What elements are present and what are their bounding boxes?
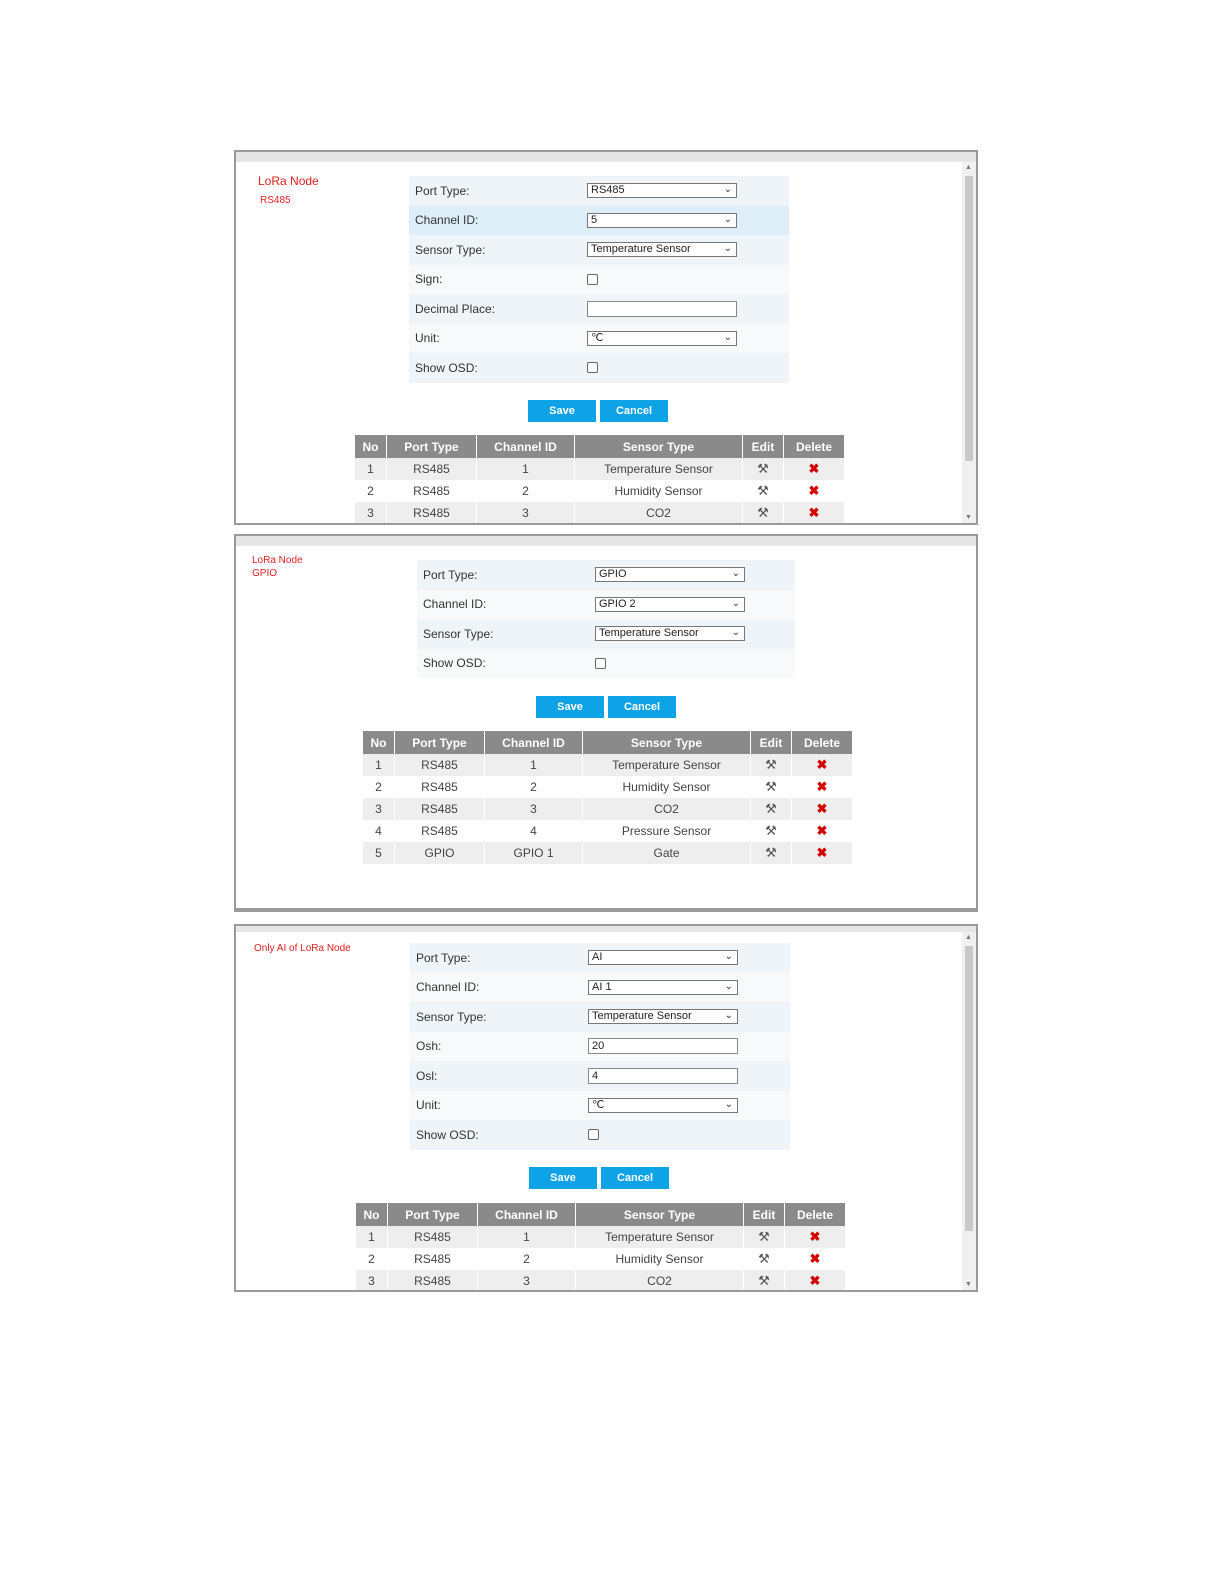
edit-icon[interactable]: ⚒ bbox=[744, 1226, 785, 1248]
osh-label: Osh: bbox=[416, 1039, 442, 1054]
delete-icon[interactable]: ✖ bbox=[792, 754, 853, 776]
cell-channel-id: 1 bbox=[477, 458, 575, 480]
port-type-label: Port Type: bbox=[416, 950, 471, 965]
sign-checkbox[interactable] bbox=[587, 274, 598, 285]
col-edit: Edit bbox=[744, 1203, 785, 1226]
scroll-down-icon[interactable]: ▼ bbox=[965, 1281, 972, 1288]
delete-icon[interactable]: ✖ bbox=[785, 1270, 846, 1292]
sensor-type-select[interactable]: Temperature Sensor ⌄ bbox=[587, 242, 737, 257]
scrollbar-thumb[interactable] bbox=[965, 946, 973, 1231]
cell-no: 3 bbox=[355, 502, 387, 524]
cell-no: 2 bbox=[363, 776, 395, 798]
form-buttons bbox=[536, 696, 676, 718]
channel-id-select[interactable]: GPIO 2 ⌄ bbox=[595, 597, 745, 612]
edit-icon[interactable]: ⚒ bbox=[743, 480, 784, 502]
cell-sensor-type: Humidity Sensor bbox=[583, 776, 751, 798]
vertical-scrollbar[interactable] bbox=[962, 932, 976, 1290]
chevron-down-icon: ⌄ bbox=[731, 568, 740, 580]
channel-id-label: Channel ID: bbox=[416, 980, 480, 995]
cell-channel-id: GPIO 1 bbox=[485, 842, 583, 864]
form-row-channel-id bbox=[410, 973, 790, 1003]
cell-port-type: RS485 bbox=[395, 754, 485, 776]
cell-channel-id: 3 bbox=[485, 798, 583, 820]
col-edit: Edit bbox=[743, 435, 784, 458]
col-sensor-type: Sensor Type bbox=[576, 1203, 744, 1226]
table-row bbox=[356, 1226, 846, 1248]
scroll-down-icon[interactable]: ▼ bbox=[965, 514, 972, 521]
form-row-sensor-type bbox=[417, 619, 795, 649]
cell-sensor-type: Temperature Sensor bbox=[576, 1226, 744, 1248]
col-channel-id: Channel ID bbox=[477, 435, 575, 458]
sensor-form bbox=[409, 176, 789, 383]
chevron-down-icon: ⌄ bbox=[731, 597, 740, 609]
cell-sensor-type: Pressure Sensor bbox=[583, 820, 751, 842]
chevron-down-icon: ⌄ bbox=[723, 184, 732, 196]
chevron-down-icon: ⌄ bbox=[723, 213, 732, 225]
table-row bbox=[363, 776, 853, 798]
chevron-down-icon: ⌄ bbox=[731, 627, 740, 639]
cell-port-type: RS485 bbox=[387, 502, 477, 524]
cell-port-type: GPIO bbox=[395, 842, 485, 864]
cell-sensor-type: Temperature Sensor bbox=[575, 458, 743, 480]
show-osd-checkbox[interactable] bbox=[595, 658, 606, 669]
cell-no: 1 bbox=[355, 458, 387, 480]
port-type-select[interactable]: RS485 ⌄ bbox=[587, 183, 737, 198]
table-row bbox=[363, 820, 853, 842]
table-row bbox=[363, 798, 853, 820]
edit-icon[interactable]: ⚒ bbox=[751, 776, 792, 798]
scroll-up-icon[interactable]: ▲ bbox=[965, 164, 972, 171]
delete-icon[interactable]: ✖ bbox=[792, 798, 853, 820]
unit-label: Unit: bbox=[416, 1098, 441, 1113]
cell-channel-id: 3 bbox=[478, 1270, 576, 1292]
cancel-button[interactable]: Cancel bbox=[608, 696, 676, 718]
cell-port-type: RS485 bbox=[395, 776, 485, 798]
sensor-table bbox=[356, 1203, 846, 1292]
save-button[interactable]: Save bbox=[536, 696, 604, 718]
edit-icon[interactable]: ⚒ bbox=[751, 754, 792, 776]
show-osd-label: Show OSD: bbox=[415, 360, 478, 375]
form-row-show-osd bbox=[417, 649, 795, 679]
unit-select[interactable]: ℃ ⌄ bbox=[587, 331, 737, 346]
show-osd-label: Show OSD: bbox=[416, 1127, 479, 1142]
cell-channel-id: 1 bbox=[485, 754, 583, 776]
cell-sensor-type: Humidity Sensor bbox=[576, 1248, 744, 1270]
save-button[interactable]: Save bbox=[529, 1167, 597, 1189]
col-edit: Edit bbox=[751, 731, 792, 754]
delete-icon[interactable]: ✖ bbox=[792, 842, 853, 864]
col-port-type: Port Type bbox=[388, 1203, 478, 1226]
delete-icon[interactable]: ✖ bbox=[784, 502, 845, 524]
col-channel-id: Channel ID bbox=[478, 1203, 576, 1226]
form-row-port-type bbox=[409, 176, 789, 206]
col-no: No bbox=[363, 731, 395, 754]
edit-icon[interactable]: ⚒ bbox=[743, 502, 784, 524]
annotation-subtitle: RS485 bbox=[260, 195, 291, 206]
edit-icon[interactable]: ⚒ bbox=[744, 1248, 785, 1270]
cell-no: 3 bbox=[356, 1270, 388, 1292]
table-row bbox=[356, 1248, 846, 1270]
delete-icon[interactable]: ✖ bbox=[792, 776, 853, 798]
show-osd-checkbox[interactable] bbox=[588, 1129, 599, 1140]
annotation-title: LoRa Node bbox=[258, 174, 319, 188]
form-row-unit bbox=[409, 324, 789, 354]
cell-channel-id: 3 bbox=[477, 502, 575, 524]
cell-no: 1 bbox=[363, 754, 395, 776]
cell-no: 2 bbox=[355, 480, 387, 502]
col-sensor-type: Sensor Type bbox=[583, 731, 751, 754]
sensor-table bbox=[363, 731, 853, 864]
cell-channel-id: 2 bbox=[478, 1248, 576, 1270]
panel-top-strip bbox=[236, 536, 976, 546]
show-osd-label: Show OSD: bbox=[423, 656, 486, 671]
scrollbar-thumb[interactable] bbox=[965, 176, 973, 461]
table-header-row bbox=[356, 1203, 846, 1226]
form-row-show-osd bbox=[410, 1120, 790, 1150]
panel-top-strip bbox=[236, 152, 976, 162]
form-row-osl bbox=[410, 1061, 790, 1091]
scroll-up-icon[interactable]: ▲ bbox=[965, 934, 972, 941]
col-delete: Delete bbox=[792, 731, 853, 754]
cell-no: 5 bbox=[363, 842, 395, 864]
unit-select[interactable]: ℃ ⌄ bbox=[588, 1098, 738, 1113]
sensor-form bbox=[410, 943, 790, 1150]
chevron-down-icon: ⌄ bbox=[724, 1010, 733, 1022]
cell-sensor-type: CO2 bbox=[575, 502, 743, 524]
cancel-button[interactable]: Cancel bbox=[601, 1167, 669, 1189]
col-delete: Delete bbox=[785, 1203, 846, 1226]
sensor-form bbox=[417, 560, 795, 678]
panel-rs485 bbox=[234, 150, 978, 525]
form-row-decimal-place bbox=[409, 294, 789, 324]
table-row bbox=[363, 842, 853, 864]
delete-icon[interactable]: ✖ bbox=[792, 820, 853, 842]
cell-channel-id: 2 bbox=[485, 776, 583, 798]
form-row-channel-id bbox=[409, 206, 789, 236]
form-row-port-type bbox=[417, 560, 795, 590]
cell-port-type: RS485 bbox=[388, 1248, 478, 1270]
table-row bbox=[356, 1270, 846, 1292]
channel-id-select[interactable]: AI 1 ⌄ bbox=[588, 980, 738, 995]
form-row-sensor-type bbox=[410, 1002, 790, 1032]
delete-icon[interactable]: ✖ bbox=[785, 1226, 846, 1248]
cell-no: 2 bbox=[356, 1248, 388, 1270]
cell-sensor-type: CO2 bbox=[576, 1270, 744, 1292]
sign-label: Sign: bbox=[415, 272, 443, 287]
decimal-place-input[interactable] bbox=[587, 301, 737, 317]
channel-id-label: Channel ID: bbox=[415, 213, 479, 228]
edit-icon[interactable]: ⚒ bbox=[744, 1270, 785, 1292]
save-button[interactable]: Save bbox=[528, 400, 596, 422]
panel-gpio bbox=[234, 534, 978, 912]
edit-icon[interactable]: ⚒ bbox=[751, 820, 792, 842]
cell-port-type: RS485 bbox=[387, 480, 477, 502]
table-header-row bbox=[355, 435, 845, 458]
form-buttons bbox=[528, 400, 668, 422]
cell-no: 4 bbox=[363, 820, 395, 842]
form-row-unit bbox=[410, 1091, 790, 1121]
chevron-down-icon: ⌄ bbox=[723, 243, 732, 255]
annotation-title: LoRa Node bbox=[252, 555, 303, 566]
cell-no: 1 bbox=[356, 1226, 388, 1248]
cell-channel-id: 4 bbox=[485, 820, 583, 842]
show-osd-checkbox[interactable] bbox=[587, 362, 598, 373]
form-row-sign bbox=[409, 265, 789, 295]
annotation-subtitle: GPIO bbox=[252, 568, 278, 579]
osh-input[interactable]: 20 bbox=[588, 1038, 738, 1054]
osl-input[interactable]: 4 bbox=[588, 1068, 738, 1084]
col-sensor-type: Sensor Type bbox=[575, 435, 743, 458]
cell-port-type: RS485 bbox=[395, 820, 485, 842]
form-row-show-osd bbox=[409, 353, 789, 383]
sensor-type-select[interactable]: Temperature Sensor ⌄ bbox=[595, 626, 745, 641]
cell-port-type: RS485 bbox=[388, 1226, 478, 1248]
delete-icon[interactable]: ✖ bbox=[784, 458, 845, 480]
port-type-label: Port Type: bbox=[423, 567, 478, 582]
chevron-down-icon: ⌄ bbox=[723, 331, 732, 343]
table-header-row bbox=[363, 731, 853, 754]
cancel-button[interactable]: Cancel bbox=[600, 400, 668, 422]
port-type-select[interactable]: AI ⌄ bbox=[588, 950, 738, 965]
table-row bbox=[355, 480, 845, 502]
sensor-type-label: Sensor Type: bbox=[416, 1009, 487, 1024]
chevron-down-icon: ⌄ bbox=[724, 1098, 733, 1110]
form-row-port-type bbox=[410, 943, 790, 973]
col-no: No bbox=[356, 1203, 388, 1226]
sensor-table bbox=[355, 435, 845, 524]
cell-port-type: RS485 bbox=[387, 458, 477, 480]
col-port-type: Port Type bbox=[387, 435, 477, 458]
sensor-type-select[interactable]: Temperature Sensor ⌄ bbox=[588, 1009, 738, 1024]
cell-port-type: RS485 bbox=[395, 798, 485, 820]
port-type-label: Port Type: bbox=[415, 183, 470, 198]
form-row-osh bbox=[410, 1032, 790, 1062]
cell-port-type: RS485 bbox=[388, 1270, 478, 1292]
cell-channel-id: 2 bbox=[477, 480, 575, 502]
col-channel-id: Channel ID bbox=[485, 731, 583, 754]
delete-icon[interactable]: ✖ bbox=[785, 1248, 846, 1270]
form-row-channel-id bbox=[417, 590, 795, 620]
edit-icon[interactable]: ⚒ bbox=[751, 798, 792, 820]
table-row bbox=[355, 458, 845, 480]
sensor-type-label: Sensor Type: bbox=[415, 242, 486, 257]
col-delete: Delete bbox=[784, 435, 845, 458]
cell-sensor-type: Gate bbox=[583, 842, 751, 864]
cell-sensor-type: Humidity Sensor bbox=[575, 480, 743, 502]
vertical-scrollbar[interactable] bbox=[962, 162, 976, 523]
form-row-sensor-type bbox=[409, 235, 789, 265]
chevron-down-icon: ⌄ bbox=[724, 980, 733, 992]
cell-no: 3 bbox=[363, 798, 395, 820]
delete-icon[interactable]: ✖ bbox=[784, 480, 845, 502]
annotation-title: Only AI of LoRa Node bbox=[254, 943, 351, 954]
channel-id-select[interactable]: 5 ⌄ bbox=[587, 213, 737, 228]
cell-sensor-type: Temperature Sensor bbox=[583, 754, 751, 776]
col-no: No bbox=[355, 435, 387, 458]
table-row bbox=[355, 502, 845, 524]
edit-icon[interactable]: ⚒ bbox=[743, 458, 784, 480]
sensor-type-label: Sensor Type: bbox=[423, 626, 494, 641]
table-row bbox=[363, 754, 853, 776]
cell-channel-id: 1 bbox=[478, 1226, 576, 1248]
chevron-down-icon: ⌄ bbox=[724, 951, 733, 963]
unit-label: Unit: bbox=[415, 331, 440, 346]
col-port-type: Port Type bbox=[395, 731, 485, 754]
panel-ai bbox=[234, 924, 978, 1292]
panel-top-strip bbox=[236, 926, 976, 932]
osl-label: Osl: bbox=[416, 1068, 438, 1083]
channel-id-label: Channel ID: bbox=[423, 597, 487, 612]
decimal-place-label: Decimal Place: bbox=[415, 301, 496, 316]
edit-icon[interactable]: ⚒ bbox=[751, 842, 792, 864]
port-type-select[interactable]: GPIO ⌄ bbox=[595, 567, 745, 582]
cell-sensor-type: CO2 bbox=[583, 798, 751, 820]
form-buttons bbox=[529, 1167, 669, 1189]
